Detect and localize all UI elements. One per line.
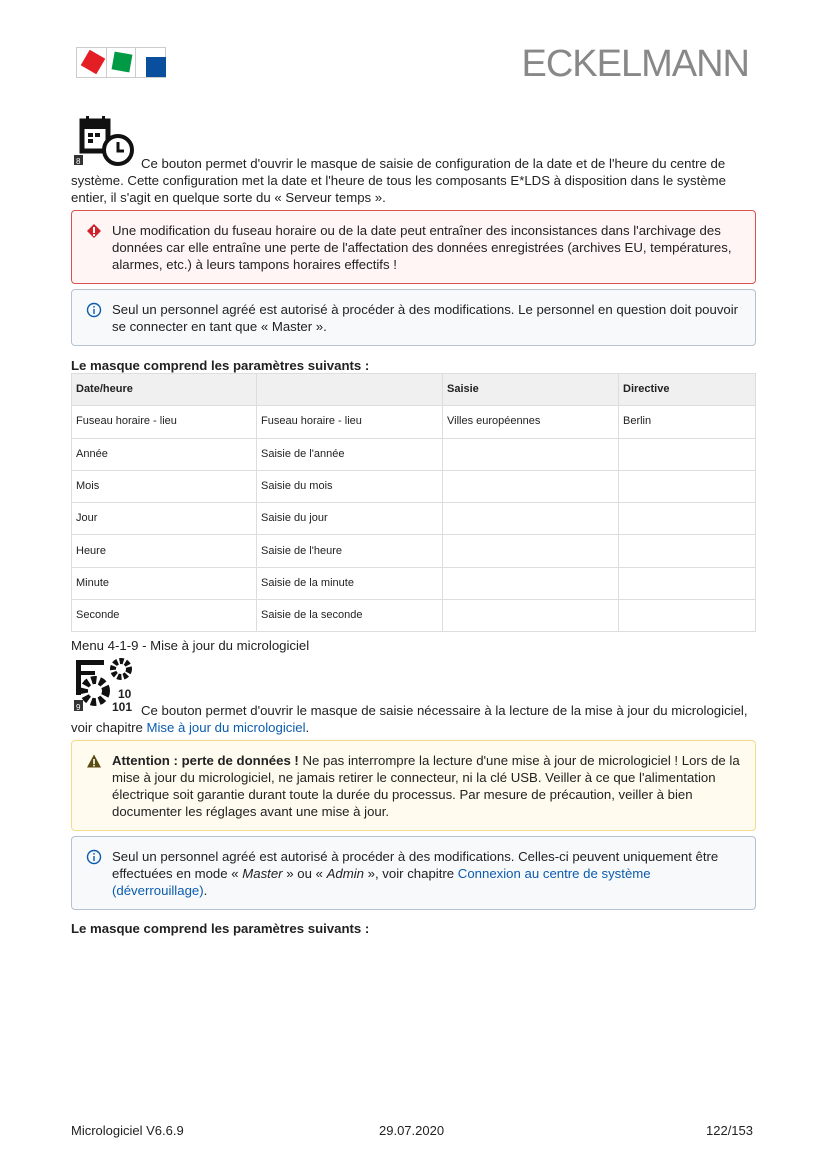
warning-title: Attention : perte de données !	[112, 753, 299, 768]
table-cell: Saisie de l'heure	[257, 535, 443, 567]
table-row	[72, 438, 756, 470]
table-cell	[619, 567, 756, 599]
table-cell	[443, 438, 619, 470]
table-cell	[443, 503, 619, 535]
table-cell	[619, 438, 756, 470]
warning-text: Ne pas interrompre la lecture d'une mise à jour de micrologiciel ! Lors de la mise à jour du micrologiciel, ne jamais retirer le connecteur, ni la clé USB. Veiller à ce que l'alimentation électrique soit garantie durant toute la durée du processus. Par mesure de précaution, veiller à bien documenter les réglages avant une mise à jour.	[112, 753, 740, 819]
parameters-table	[71, 373, 756, 632]
intro-text: Ce bouton permet d'ouvrir le masque de saisie nécessaire à la lecture de la mise à jour du micrologiciel, voir chapitre	[71, 703, 748, 735]
table-cell: Fuseau horaire - lieu	[72, 406, 257, 438]
table-caption: Le masque comprend les paramètres suivants :	[71, 921, 370, 936]
eckelmann-logo	[76, 47, 166, 78]
table-cell: Année	[72, 438, 257, 470]
table-cell: Saisie du jour	[257, 503, 443, 535]
info-icon	[86, 302, 102, 318]
mode-master: Master	[242, 866, 283, 881]
info-text: » ou «	[282, 866, 327, 881]
info-note	[71, 836, 756, 910]
table-cell: Jour	[72, 503, 257, 535]
table-cell: Saisie de la minute	[257, 567, 443, 599]
firmware-intro	[71, 702, 761, 736]
table-cell	[619, 600, 756, 632]
header-cell: Directive	[619, 374, 756, 406]
table-row	[72, 567, 756, 599]
table-cell	[619, 470, 756, 502]
warning-note	[71, 740, 756, 831]
table-cell: Berlin	[619, 406, 756, 438]
table-cell: Saisie de l'année	[257, 438, 443, 470]
header-cell	[257, 374, 443, 406]
footer-date: 29.07.2020	[379, 1123, 445, 1138]
table-cell: Saisie de la seconde	[257, 600, 443, 632]
error-note	[71, 210, 756, 284]
table-caption: Le masque comprend les paramètres suivants :	[71, 358, 370, 373]
table-cell	[619, 535, 756, 567]
info-text: Seul un personnel agréé est autorisé à procéder à des modifications. Le personnel en question doit pouvoir se connecter en tant que « Master ».	[112, 302, 739, 334]
login-chapter-link[interactable]: Connexion au centre de système (déverrouillage)	[112, 866, 651, 898]
icon-badge: 9	[76, 703, 81, 712]
table-header-row	[72, 374, 756, 406]
info-text: », voir chapitre	[363, 866, 458, 881]
table-row	[72, 600, 756, 632]
header-cell: Date/heure	[72, 374, 257, 406]
error-icon	[86, 223, 102, 239]
punctuation: .	[305, 720, 310, 735]
table-cell: Fuseau horaire - lieu	[257, 406, 443, 438]
section-title: Menu 4-1-9 - Mise à jour du micrologiciel	[71, 638, 310, 653]
table-cell: Seconde	[72, 600, 257, 632]
header-cell: Saisie	[443, 374, 619, 406]
table-cell	[443, 470, 619, 502]
error-text: Une modification du fuseau horaire ou de la date peut entraîner des inconsistances dans l'archivage des données car elle entraîne une perte de l'affectation des données enregistrées (archives EU, températures, alarmes, etc.) à leurs tampons horaires effectifs !	[112, 223, 732, 272]
table-row	[72, 406, 756, 438]
intro-text: Ce bouton permet d'ouvrir le masque de saisie de configuration de la date et de l'heure du centre de système. Cette configuration met la date et l'heure de tous les composants E*LDS à disposition dans le système entier, il s'agit en quelque sorte du « Serveur temps ».	[71, 156, 726, 205]
table-cell: Saisie du mois	[257, 470, 443, 502]
table-row	[72, 503, 756, 535]
icon-bits: 10	[118, 687, 132, 701]
table-cell	[619, 503, 756, 535]
table-row	[72, 470, 756, 502]
icon-badge: 8	[76, 157, 81, 166]
table-row	[72, 535, 756, 567]
firmware-chapter-link[interactable]: Mise à jour du micrologiciel	[146, 720, 306, 735]
info-note	[71, 289, 756, 346]
brand-name: ECKELMANN	[521, 43, 749, 85]
mode-admin: Admin	[326, 866, 364, 881]
punctuation: .	[203, 883, 208, 898]
info-icon	[86, 849, 102, 865]
table-cell: Heure	[72, 535, 257, 567]
info-text: Seul un personnel agréé est autorisé à procéder à des modifications. Celles-ci peuvent uniquement être effectuées en mode «	[112, 849, 719, 881]
warning-icon	[86, 753, 102, 769]
table-cell	[443, 535, 619, 567]
icon-bits: 101	[112, 700, 133, 714]
footer-product: Micrologiciel V6.6.9	[71, 1123, 184, 1138]
table-cell: Minute	[72, 567, 257, 599]
table-cell	[443, 600, 619, 632]
table-cell	[443, 567, 619, 599]
footer-page-number: 122/153	[706, 1123, 753, 1138]
table-cell: Mois	[72, 470, 257, 502]
table-cell: Villes européennes	[443, 406, 619, 438]
